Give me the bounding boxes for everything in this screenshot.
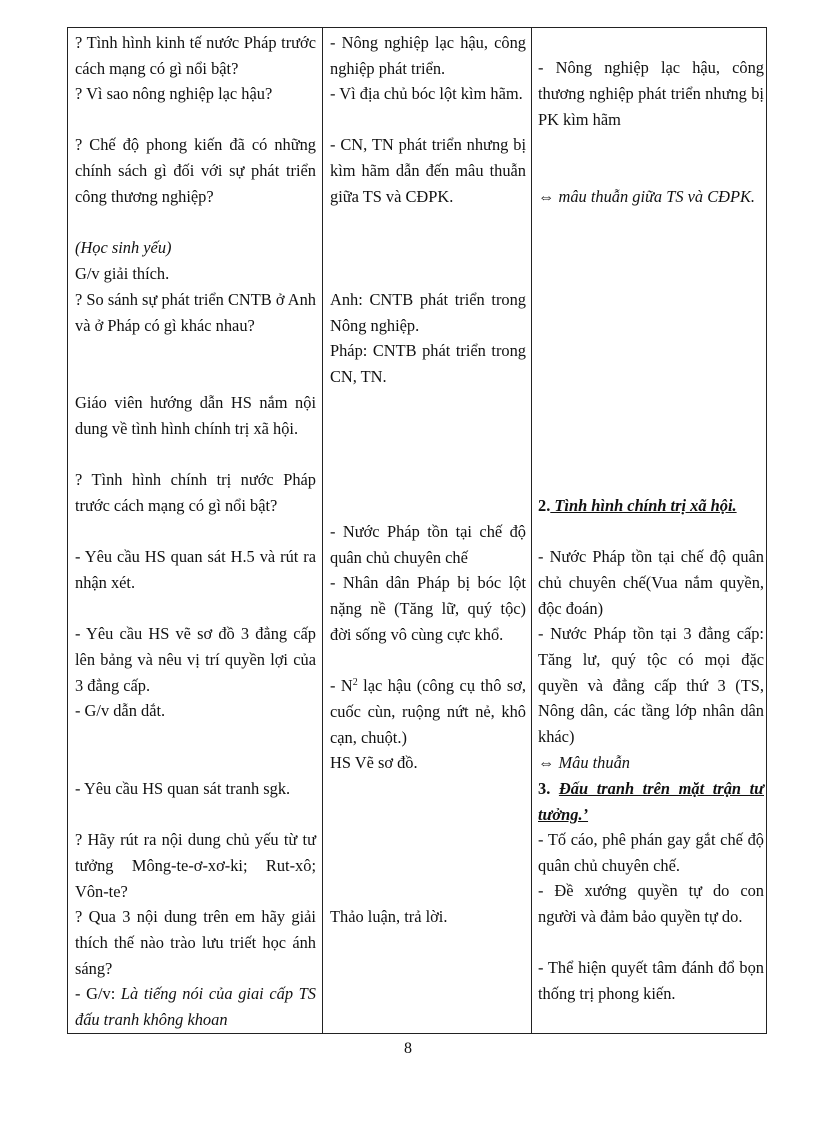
answer-agriculture-prefix: - N — [330, 676, 353, 695]
answer-politics: - Nước Pháp tồn tại chế độ quân chủ chuyên chế — [330, 522, 526, 567]
answer-agriculture: - Vì địa chủ bóc lột kìm hãm. — [330, 84, 523, 103]
heading-ideology — [538, 776, 764, 828]
answer-feudal-policy: - CN, TN phát triển nhưng bị kìm hãm dẫn đến mâu thuẫn giữa TS và CĐPK. — [330, 135, 526, 206]
question-feudal-policy: ? Chế độ phong kiến đã có những chính sách gì đối với sự phát triển công thương nghiệp? — [75, 135, 316, 206]
teacher-conclusion-prefix: - G/v: — [75, 984, 121, 1003]
content-column — [532, 28, 766, 1033]
heading-politics-number: 2. — [538, 496, 551, 515]
answer-compare-england: Anh: CNTB phát triển trong Nông nghiệp. — [330, 290, 526, 335]
content-three-estates: - Nước Pháp tồn tại 3 đẳng cấp: Tăng lư, quý tộc có mọi đặc quyền và đẳng cấp thứ 3 (TS, Nông dân, các tầng lớp nhân dân khác) — [538, 624, 764, 747]
content-conflict: ⇔ Mâu thuẫn — [538, 753, 630, 772]
content-economy: - Nông nghiệp lạc hậu, công thương nghiệp phát triển nhưng bị PK kìm hãm — [538, 58, 764, 129]
request-draw-diagram: - Yêu cầu HS vẽ sơ đồ 3 đẳng cấp lên bảng và nêu vị trí quyền lợi của 3 đẳng cấp. — [75, 624, 316, 695]
answer-compare-france: Pháp: CNTB phát triển trong CN, TN. — [330, 341, 526, 386]
page-number: 8 — [404, 1040, 412, 1057]
answer-agriculture-text: lạc hậu (công cụ thô sơ, cuốc cùn, ruộng nứt nẻ, khô cạn, chuột.) — [330, 676, 526, 747]
teacher-guide: Giáo viên hướng dẫn HS nắm nội dung về tình hình chính trị xã hội. — [75, 393, 316, 438]
answer-agriculture-backward — [330, 673, 526, 750]
request-observe-h5: - Yêu cầu HS quan sát H.5 và rút ra nhận xét. — [75, 547, 316, 592]
content-contradiction: ⇔ mâu thuẫn giữa TS và CĐPK. — [538, 187, 756, 206]
teacher-lead: - G/v dẫn dắt. — [75, 701, 166, 720]
answer-economy: - Nông nghiệp lạc hậu, công nghiệp phát triển. — [330, 33, 526, 78]
answer-people-exploited: - Nhân dân Pháp bị bóc lột nặng nề (Tăng lữ, quý tộc) đời sống vô cùng cực khổ. — [330, 573, 526, 644]
answer-draw-diagram: HS Vẽ sơ đồ. — [330, 753, 418, 772]
student-activity-column — [323, 28, 532, 1033]
question-agriculture: ? Vì sao nông nghiệp lạc hậu? — [75, 84, 273, 103]
heading-ideology-title: Đấu tranh trên mặt trận tư tưởng.’ — [538, 779, 764, 824]
heading-ideology-number: 3. — [538, 779, 559, 798]
teacher-conclusion-text: Là tiếng nói của giai cấp TS đấu tranh không khoan — [75, 984, 316, 1029]
question-enlightenment: ? Qua 3 nội dung trên em hãy giải thích thế nào trào lưu triết học ánh sáng? — [75, 907, 316, 978]
content-freedom: - Đề xướng quyền tự do con người và đảm bảo quyền tự do. — [538, 881, 764, 926]
heading-politics-title: Tình hình chính trị xã hội. — [550, 496, 737, 515]
question-thinkers: ? Hãy rút ra nội dung chủ yếu từ tư tưởng Mông-te-ơ-xơ-ki; Rut-xô; Vôn-te? — [75, 830, 316, 901]
note-weak-students: (Học sinh yếu) — [75, 238, 172, 257]
lesson-table — [67, 27, 767, 1034]
teacher-conclusion — [75, 981, 316, 1033]
content-monarchy: - Nước Pháp tồn tại chế độ quân chủ chuyên chế(Vua nắm quyền, độc đoán) — [538, 547, 764, 618]
question-compare: ? So sánh sự phát triển CNTB ở Anh và ở Pháp có gì khác nhau? — [75, 290, 316, 335]
answer-agriculture-sup: 2 — [352, 677, 358, 688]
question-politics: ? Tình hình chính trị nước Pháp trước cách mạng có gì nổi bật? — [75, 470, 316, 515]
content-overthrow: - Thể hiện quyết tâm đánh đổ bọn thống trị phong kiến. — [538, 958, 764, 1003]
teacher-explain: G/v giải thích. — [75, 264, 170, 283]
question-economy: ? Tình hình kinh tế nước Pháp trước cách mạng có gì nổi bật? — [75, 33, 316, 78]
request-observe-picture: - Yêu cầu HS quan sát tranh sgk. — [75, 779, 291, 798]
teacher-activity-column — [68, 28, 323, 1033]
content-denounce: - Tố cáo, phê phán gay gắt chế độ quân chủ chuyên chế. — [538, 830, 764, 875]
answer-discuss: Thảo luận, trả lời. — [330, 907, 448, 926]
heading-politics — [538, 493, 764, 519]
